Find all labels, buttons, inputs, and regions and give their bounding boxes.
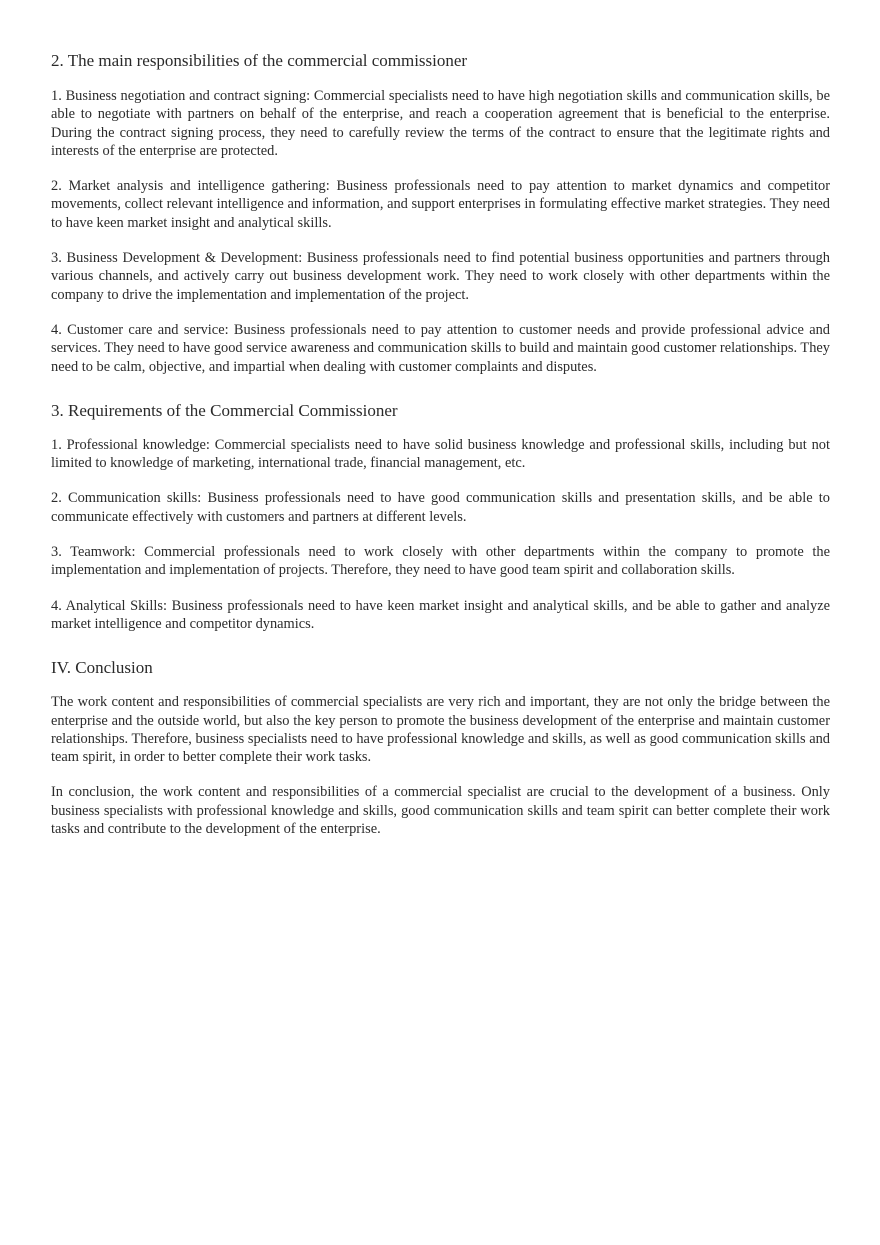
section-conclusion [51,657,830,838]
paragraph-customer-care: 4. Customer care and service: Business professionals need to pay attention to customer needs and provide professional advice and services. They need to have good service awareness and communication skills to build and maintain good customer relationships. They need to be calm, objective, and impartial when dealing with customer complaints and disputes. [51,321,830,375]
section-requirements [51,400,830,633]
paragraph-communication-skills: 2. Communication skills: Business professionals need to have good communication skills and presentation skills, and be able to communicate effectively with customers and partners at different levels. [51,490,830,525]
paragraph-negotiation: 1. Business negotiation and contract signing: Commercial specialists need to have high negotiation skills and communication skills, be able to negotiate with partners on behalf of the enterprise, and reach a cooperation agreement that is beneficial to the enterprise. During the contract signing process, they need to carefully review the terms of the contract to ensure that the legitimate rights and interests of the enterprise are protected. [51,88,830,159]
paragraph-conclusion-1: The work content and responsibilities of commercial specialists are very rich and important, they are not only the bridge between the enterprise and the outside world, but also the key person to promote the business development of the enterprise and maintain customer relationships. Therefore, business specialists need to have professional knowledge and skills, as well as good communication skills and team spirit, in order to better complete their work tasks. [51,694,830,766]
paragraph-professional-knowledge: 1. Professional knowledge: Commercial specialists need to have solid business knowledge and professional skills, including but not limited to knowledge of marketing, international trade, financial management, etc. [51,436,830,472]
paragraph-analytical-skills: 4. Analytical Skills: Business professionals need to have keen market insight and analytical skills, and be able to gather and analyze market intelligence and competitor dynamics. [51,597,830,632]
section-main-responsibilities [51,50,830,376]
paragraph-teamwork: 3. Teamwork: Commercial professionals need to work closely with other departments within the company to promote the implementation and implementation of projects. Therefore, they need to have good team spirit and collaboration skills. [51,544,830,579]
section-heading: IV. Conclusion [51,658,153,678]
document-page [51,50,830,862]
paragraph-market-analysis: 2. Market analysis and intelligence gathering: Business professionals need to pay attention to market dynamics and competitor movements, collect relevant intelligence and information, and support enterprises in formulating effective market strategies. They need to have keen market insight and analytical skills. [51,178,830,231]
section-heading: 2. The main responsibilities of the commercial commissioner [51,51,468,70]
paragraph-conclusion-2: In conclusion, the work content and responsibilities of a commercial specialist are crucial to the development of a business. Only business specialists with professional knowledge and skills, good communication skills and team spirit can better complete their work tasks and contribute to the development of the enterprise. [51,784,830,838]
paragraph-business-development: 3. Business Development & Development: Business professionals need to find potential business opportunities and partners through various channels, and actively carry out business development work. They need to work closely with other departments within the company to drive the implementation and implementation of the project. [51,250,830,303]
section-heading: 3. Requirements of the Commercial Commissioner [51,400,398,420]
